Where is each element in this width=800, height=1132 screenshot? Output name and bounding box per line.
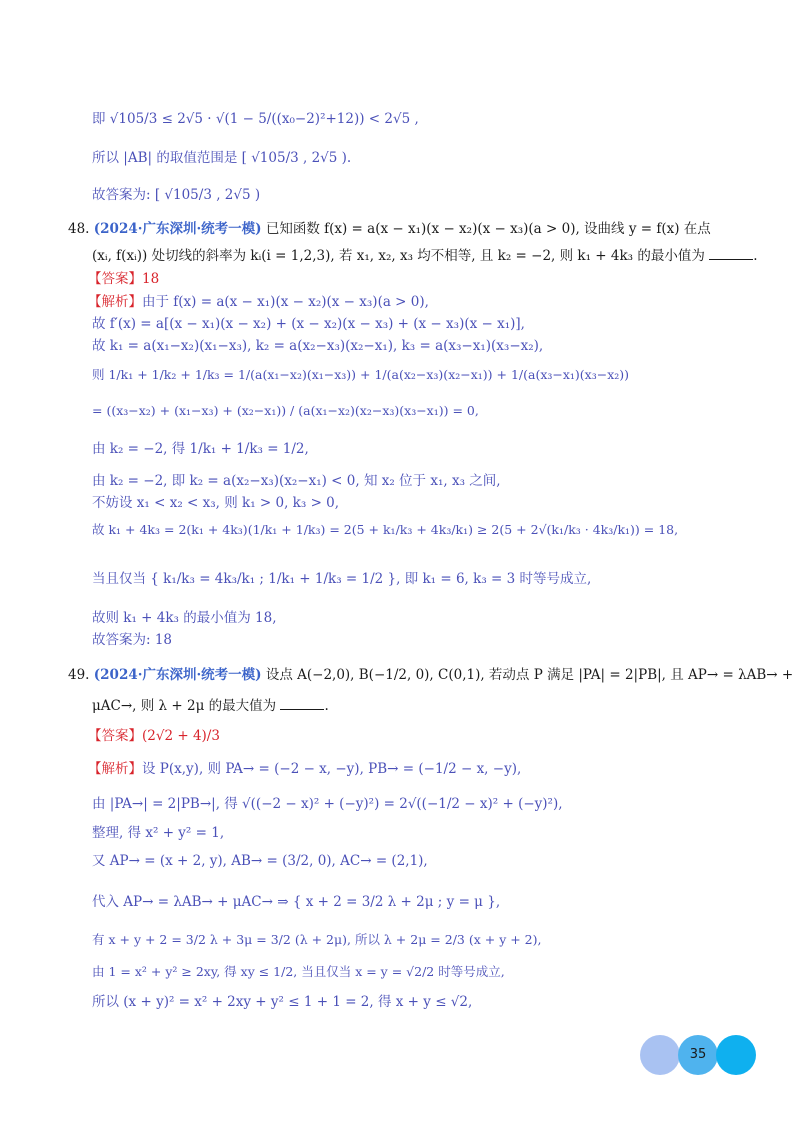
answer-tag: 【答案】	[88, 271, 142, 287]
answer-line	[88, 270, 159, 288]
analysis-tag: 【解析】	[88, 294, 142, 310]
question-49-stem-2	[92, 697, 329, 715]
solution-line: 当且仅当 { k₁/k₃ = 4k₃/k₁ ; 1/k₁ + 1/k₃ = 1/2 }, 即 k₁ = 6, k₃ = 3 时等号成立,	[92, 571, 592, 587]
question-text: (xᵢ, f(xᵢ)) 处切线的斜率为 kᵢ(i = 1,2,3), 若 x₁, x₂, x₃ 均不相等, 且 k₂ = −2, 则 k₁ + 4k₃ 的最小值为	[92, 248, 705, 264]
answer-value: 18	[142, 271, 160, 287]
prev-solution-line-1: 即 √105/3 ≤ 2√5 · √(1 − 5/((x₀−2)²+12)) < 2√5 ,	[92, 111, 419, 127]
solution-line: 由 k₂ = −2, 即 k₂ = a(x₂−x₃)(x₂−x₁) < 0, 知 x₂ 位于 x₁, x₃ 之间,	[92, 473, 501, 489]
analysis-line	[88, 760, 521, 778]
solution-line: 由 1 = x² + y² ≥ 2xy, 得 xy ≤ 1/2, 当且仅当 x = y = √2/2 时等号成立,	[92, 964, 505, 979]
solution-line: 所以 (x + y)² = x² + 2xy + y² ≤ 1 + 1 = 2, 得 x + y ≤ √2,	[92, 994, 473, 1010]
solution-text: 由于 f(x) = a(x − x₁)(x − x₂)(x − x₃)(a > 0),	[142, 294, 429, 310]
question-source: (2024·广东深圳·统考一模)	[93, 667, 262, 683]
solution-line: 故则 k₁ + 4k₃ 的最小值为 18,	[92, 610, 277, 626]
solution-line: 故 k₁ + 4k₃ = 2(k₁ + 4k₃)(1/k₁ + 1/k₃) = 2(5 + k₁/k₃ + 4k₃/k₁) ≥ 2(5 + 2√(k₁/k₃ · 4k₃/k₁)) = 18,	[92, 522, 679, 537]
page-badge-circle-left	[640, 1035, 680, 1075]
question-48-stem-1	[68, 220, 711, 238]
question-text-end: .	[324, 698, 329, 714]
answer-blank	[280, 697, 324, 710]
analysis-tag: 【解析】	[88, 761, 142, 777]
question-source: (2024·广东深圳·统考一模)	[93, 221, 262, 237]
solution-line: 不妨设 x₁ < x₂ < x₃, 则 k₁ > 0, k₃ > 0,	[92, 495, 340, 511]
question-text: 设点 A(−2,0), B(−1/2, 0), C(0,1), 若动点 P 满足 |PA| = 2|PB|, 且 AP→ = λAB→ +	[265, 667, 794, 683]
solution-line: 则 1/k₁ + 1/k₂ + 1/k₃ = 1/(a(x₁−x₂)(x₁−x₃)) + 1/(a(x₂−x₃)(x₂−x₁)) + 1/(a(x₃−x₁)(x₃−x₂))	[92, 367, 630, 382]
solution-line: = ((x₃−x₂) + (x₁−x₃) + (x₂−x₁)) / (a(x₁−x₂)(x₂−x₃)(x₃−x₁)) = 0,	[92, 403, 479, 418]
solution-line: 又 AP→ = (x + 2, y), AB→ = (3/2, 0), AC→ = (2,1),	[92, 853, 428, 869]
solution-line: 由 k₂ = −2, 得 1/k₁ + 1/k₃ = 1/2,	[92, 441, 309, 457]
answer-tag: 【答案】	[88, 728, 142, 744]
solution-line: 整理, 得 x² + y² = 1,	[92, 825, 225, 841]
question-number: 49.	[68, 667, 90, 683]
question-text-end: .	[753, 248, 758, 264]
question-number: 48.	[68, 221, 90, 237]
question-48-stem-2	[92, 247, 757, 265]
solution-text: 设 P(x,y), 则 PA→ = (−2 − x, −y), PB→ = (−1/2 − x, −y),	[142, 761, 522, 777]
page-badge-circle-right	[716, 1035, 756, 1075]
solution-line: 代入 AP→ = λAB→ + μAC→ ⇒ { x + 2 = 3/2 λ + 2μ ; y = μ },	[92, 894, 501, 910]
prev-solution-line-2: 所以 |AB| 的取值范围是 [ √105/3 , 2√5 ).	[92, 150, 352, 166]
solution-line: 有 x + y + 2 = 3/2 λ + 3μ = 3/2 (λ + 2μ), 所以 λ + 2μ = 2/3 (x + y + 2),	[92, 932, 542, 947]
answer-line	[88, 727, 220, 745]
question-text: μAC→, 则 λ + 2μ 的最大值为	[92, 698, 277, 714]
question-49-stem-1	[68, 666, 793, 684]
solution-line: 故答案为: 18	[92, 632, 173, 648]
question-text: 已知函数 f(x) = a(x − x₁)(x − x₂)(x − x₃)(a > 0), 设曲线 y = f(x) 在点	[265, 221, 711, 237]
page-number: 35	[689, 1047, 707, 1062]
solution-line: 故 f′(x) = a[(x − x₁)(x − x₂) + (x − x₂)(x − x₃) + (x − x₃)(x − x₁)],	[92, 316, 525, 332]
prev-solution-line-3: 故答案为: [ √105/3 , 2√5 )	[92, 187, 261, 203]
answer-value: (2√2 + 4)/3	[142, 728, 220, 744]
answer-blank	[709, 247, 753, 260]
solution-line: 故 k₁ = a(x₁−x₂)(x₁−x₃), k₂ = a(x₂−x₃)(x₂−x₁), k₃ = a(x₃−x₁)(x₃−x₂),	[92, 338, 544, 354]
analysis-line	[88, 293, 429, 311]
solution-line: 由 |PA→| = 2|PB→|, 得 √((−2 − x)² + (−y)²) = 2√((−1/2 − x)² + (−y)²),	[92, 796, 563, 812]
